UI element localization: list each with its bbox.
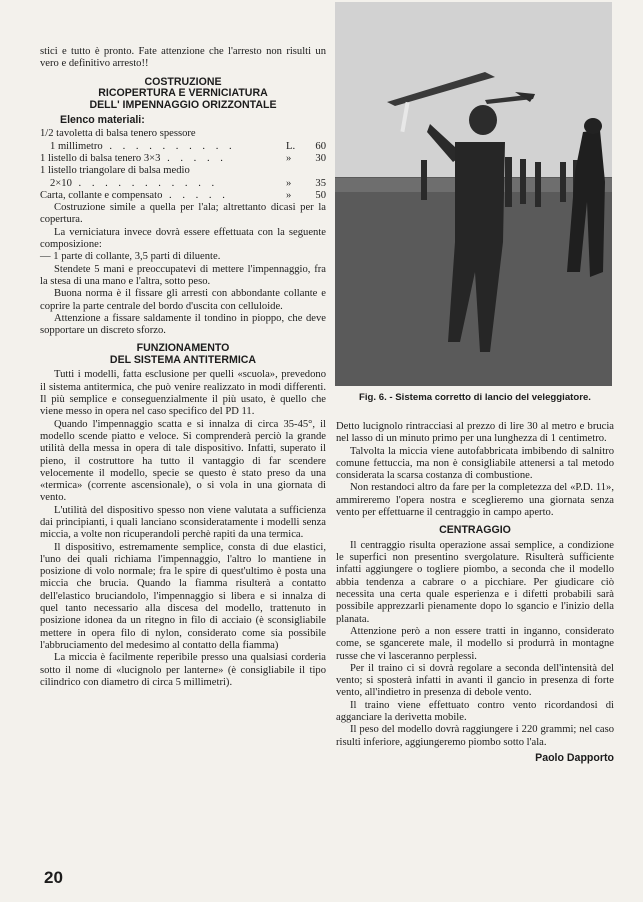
paragraph: Costruzione simile a quella per l'ala; altrettanto dicasi per la copertura. bbox=[40, 202, 326, 226]
right-column bbox=[336, 421, 614, 764]
price: 30 bbox=[315, 152, 326, 164]
section-heading-antithermal bbox=[40, 343, 326, 366]
paragraph: Quando l'impennaggio scatta e si innalza di circa 35-45°, il modello scende piatto e veloce. Si comprenderà perciò la grande utilità della messa in opera di tale dispositivo. Infatti, superato il pieno, il costruttore ha tutto il vantaggio di far scendere velocemente il modello, specie se questo è stato preso da una «termica» (corrente ascensionale), o si vola in una giornata di vento. bbox=[40, 418, 326, 504]
material-text: 2×10 bbox=[50, 177, 72, 189]
paragraph: Il centraggio risulta operazione assai semplice, a condizione le superfici non presentino svergolature. Risulterà sufficiente infatti aggiungere o togliere piombo, a seconda che il modello abbia tendenza a cabrare o a picchiare. Per giudicare ciò necessita una certa quale esperienza e i difetti probabili sarà possibile apprezzarli pienamente dopo lo sgancio e l'inizio della planata. bbox=[336, 539, 614, 625]
paragraph: La verniciatura invece dovrà essere effettuata con la seguente composizione: bbox=[40, 226, 326, 251]
material-item bbox=[40, 178, 326, 190]
material-item bbox=[40, 153, 326, 165]
paragraph: Tutti i modelli, fatta esclusione per quelli «scuola», prevedono il sistema antitermica, che può venire realizzato in modi differenti. Il più semplice e conseguenzialmente il più usato, è quello che viene messo in opera nel caso specifico del PD 11. bbox=[40, 369, 326, 418]
paragraph: Buona norma è il fissare gli arresti con abbondante collante e coprire la parte centrale del bordo d'uscita con celluloide. bbox=[40, 288, 326, 312]
price-unit: » bbox=[286, 189, 292, 201]
paragraph: Per il traino ci si dovrà regolare a seconda dell'intensità del vento; si sposterà infatti in avanti il gancio in presenza di forte vento, all'indietro in presenza di debole vento. bbox=[336, 662, 614, 699]
page-number: 20 bbox=[44, 868, 63, 887]
launch-photo bbox=[335, 2, 612, 386]
intro-text: stici e tutto è pronto. Fate attenzione che l'arresto non risulti un vero e definitivo arresto!! bbox=[40, 46, 326, 70]
paragraph: Detto lucignolo rintracciasi al prezzo di lire 30 al metro e brucia nel lasso di un minuto primo per una lunghezza di 1 centimetro. bbox=[336, 421, 614, 445]
paragraph: Il peso del modello dovrà raggiungere i 220 grammi; nel caso risulti inferiore, aggiungeremo piombo sotto l'ala. bbox=[336, 724, 614, 748]
paragraph: Talvolta la miccia viene autofabbricata imbibendo di salnitro comune fettuccia, ma non è consigliabile attenersi a tal metodo considerata la scarsa costanza di combustione. bbox=[336, 445, 614, 482]
section-heading-construction bbox=[40, 77, 326, 112]
photo-illustration bbox=[335, 2, 612, 386]
heading-line: RICOPERTURA E VERNICIATURA bbox=[98, 87, 268, 100]
heading-line: DELL' IMPENNAGGIO ORIZZONTALE bbox=[89, 98, 277, 111]
price-unit: » bbox=[286, 152, 292, 164]
materials-title: Elenco materiali: bbox=[60, 114, 145, 127]
paragraph: Non restandoci altro da fare per la completezza del «P.D. 11», ammireremo l'opera nostra e sceglieremo una giornata senza vento per effettuarne il centraggio in campo aperto. bbox=[336, 482, 614, 519]
material-text: 1 millimetro bbox=[50, 140, 103, 152]
price: 60 bbox=[315, 140, 326, 152]
material-item: 1/2 tavoletta di balsa tenero spessore bbox=[40, 128, 196, 140]
price: 35 bbox=[315, 177, 326, 189]
paragraph: La miccia è facilmente reperibile presso una qualsiasi corderia sotto il nome di «lucignolo per lanterne» (è consigliabile il tipo cilindrico con diametro di circa 5 millimetri). bbox=[40, 652, 326, 688]
heading-line: DEL SISTEMA ANTITERMICA bbox=[109, 353, 257, 366]
left-column bbox=[40, 46, 326, 689]
material-text: 1 listello di balsa tenero 3×3 bbox=[40, 152, 161, 164]
leader-dots: . . . . . . . . . . bbox=[102, 140, 236, 152]
section-heading-centering: CENTRAGGIO bbox=[439, 524, 511, 537]
price-unit: » bbox=[286, 177, 292, 189]
paragraph: L'utilità del dispositivo spesso non viene valutata a sufficienza dai principianti, i quali lanciano sconsideratamente i modelli senza miccia, a volte non ricuperandoli perchè rapiti da una termica. bbox=[40, 504, 326, 541]
materials-list bbox=[40, 128, 326, 202]
leader-dots: . . . . . bbox=[162, 189, 229, 201]
author-signature: Paolo Dapporto bbox=[535, 751, 614, 764]
material-text: Carta, collante e compensato bbox=[40, 189, 163, 201]
photo-caption: Fig. 6. - Sistema corretto di lancio del veleggiatore. bbox=[359, 392, 591, 403]
price: 50 bbox=[315, 189, 326, 201]
leader-dots: . . . . . . . . . . . bbox=[71, 177, 219, 189]
paragraph: Il traino viene effettuato contro vento ricordandosi di agganciare la derivetta mobile. bbox=[336, 699, 614, 724]
price-unit: L. bbox=[286, 140, 296, 152]
leader-dots: . . . . . bbox=[160, 152, 227, 164]
paragraph: Attenzione a fissare saldamente il tondino in pioppo, che deve sopportare un discreto sforzo. bbox=[40, 312, 326, 337]
heading-line: FUNZIONAMENTO bbox=[136, 342, 230, 355]
material-item bbox=[40, 190, 326, 202]
paragraph: Stendete 5 mani e preoccupatevi di mettere l'impennaggio, fra la stesa di una mano e l'altra, sotto peso. bbox=[40, 263, 326, 287]
paragraph: Il dispositivo, estremamente semplice, consta di due elastici, l'uno dei quali richiama l'impennaggio, l'altro lo mantiene in posizione di volo normale; fra le spire di quest'ultimo è posta una miccia che brucia. Quando la fiamma risulterà a contatto dell'elastico bruciandolo, l'impennaggio si libera e si innalza di quel tanto necessario alla discesa del modello, trattenuto in posizione idonea da un ritegno in filo di acciaio (è sconsigliabile mettere in opera filo di nylon, considerato come sia possibile l'abbruciamento del medesimo al contatto della fiamma) bbox=[40, 541, 326, 651]
material-item bbox=[40, 141, 326, 153]
heading-line: COSTRUZIONE bbox=[144, 75, 222, 88]
paragraph: — 1 parte di collante, 3,5 parti di diluente. bbox=[40, 251, 221, 263]
paragraph: Attenzione però a non essere tratti in inganno, considerato come, se sgancerete male, il modello si produrrà in montagne russe che vi lasceranno perplessi. bbox=[336, 625, 614, 662]
material-item: 1 listello triangolare di balsa medio bbox=[40, 165, 190, 177]
